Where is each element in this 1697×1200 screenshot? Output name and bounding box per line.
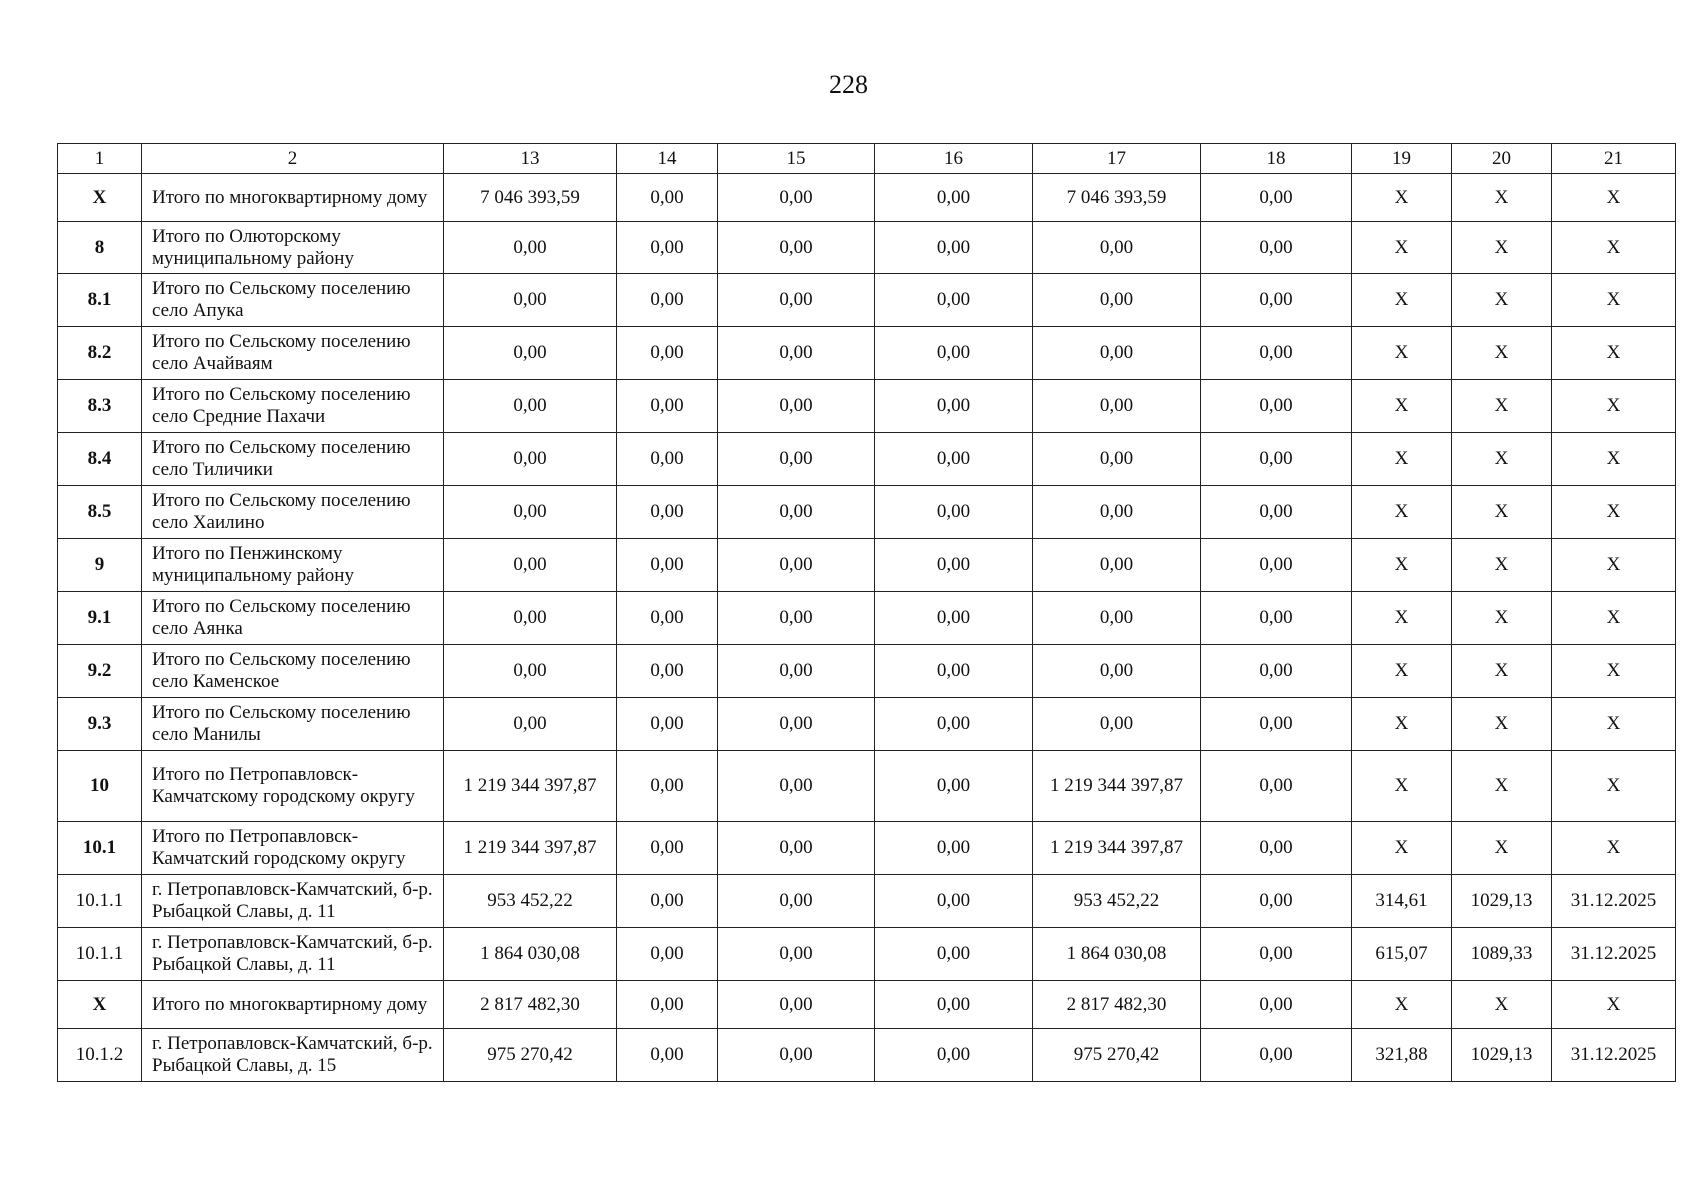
cell-col-13: 953 452,22 xyxy=(444,875,617,928)
table-row xyxy=(58,433,1676,486)
row-name: Итого по Сельскому поселению село Апука xyxy=(142,274,444,327)
row-number: 8.1 xyxy=(58,274,142,327)
table-row xyxy=(58,327,1676,380)
table-row xyxy=(58,539,1676,592)
column-header: 20 xyxy=(1452,144,1552,174)
cell-col-17: 7 046 393,59 xyxy=(1033,174,1201,222)
cell-col-16: 0,00 xyxy=(875,327,1033,380)
cell-col-18: 0,00 xyxy=(1201,698,1352,751)
cell-col-13: 0,00 xyxy=(444,698,617,751)
cell-col-15: 0,00 xyxy=(718,433,875,486)
cell-col-17: 0,00 xyxy=(1033,645,1201,698)
row-name: Итого по Сельскому поселению село Тиличики xyxy=(142,433,444,486)
row-name: Итого по Сельскому поселению село Ачайваям xyxy=(142,327,444,380)
cell-col-20: 1029,13 xyxy=(1452,875,1552,928)
row-number: 10 xyxy=(58,751,142,822)
cell-col-18: 0,00 xyxy=(1201,1029,1352,1082)
cell-col-15: 0,00 xyxy=(718,486,875,539)
cell-col-18: 0,00 xyxy=(1201,928,1352,981)
cell-col-14: 0,00 xyxy=(617,698,718,751)
cell-col-14: 0,00 xyxy=(617,981,718,1029)
cell-col-18: 0,00 xyxy=(1201,981,1352,1029)
cell-col-17: 0,00 xyxy=(1033,274,1201,327)
cell-col-15: 0,00 xyxy=(718,174,875,222)
cell-col-15: 0,00 xyxy=(718,928,875,981)
cell-col-18: 0,00 xyxy=(1201,327,1352,380)
cell-col-14: 0,00 xyxy=(617,486,718,539)
cell-col-21: 31.12.2025 xyxy=(1552,928,1676,981)
column-header: 15 xyxy=(718,144,875,174)
cell-col-19: X xyxy=(1352,539,1452,592)
table-body xyxy=(58,144,1676,1082)
cell-col-13: 0,00 xyxy=(444,274,617,327)
cell-col-14: 0,00 xyxy=(617,822,718,875)
cell-col-16: 0,00 xyxy=(875,928,1033,981)
cell-col-21: X xyxy=(1552,592,1676,645)
table-row xyxy=(58,274,1676,327)
row-number: 10.1.1 xyxy=(58,875,142,928)
cell-col-20: X xyxy=(1452,698,1552,751)
cell-col-15: 0,00 xyxy=(718,380,875,433)
cell-col-21: X xyxy=(1552,751,1676,822)
cell-col-13: 7 046 393,59 xyxy=(444,174,617,222)
cell-col-13: 2 817 482,30 xyxy=(444,981,617,1029)
cell-col-20: 1089,33 xyxy=(1452,928,1552,981)
row-number: 10.1.2 xyxy=(58,1029,142,1082)
cell-col-13: 0,00 xyxy=(444,433,617,486)
cell-col-21: X xyxy=(1552,222,1676,274)
cell-col-15: 0,00 xyxy=(718,822,875,875)
cell-col-17: 953 452,22 xyxy=(1033,875,1201,928)
row-name: г. Петропавловск-Камчатский, б-р. Рыбацкой Славы, д. 15 xyxy=(142,1029,444,1082)
data-table xyxy=(57,143,1676,1082)
cell-col-19: X xyxy=(1352,981,1452,1029)
cell-col-17: 1 864 030,08 xyxy=(1033,928,1201,981)
page-number: 228 xyxy=(829,70,868,99)
cell-col-15: 0,00 xyxy=(718,645,875,698)
column-header: 19 xyxy=(1352,144,1452,174)
column-header: 2 xyxy=(142,144,444,174)
cell-col-18: 0,00 xyxy=(1201,751,1352,822)
cell-col-16: 0,00 xyxy=(875,380,1033,433)
cell-col-20: X xyxy=(1452,981,1552,1029)
cell-col-18: 0,00 xyxy=(1201,174,1352,222)
cell-col-13: 975 270,42 xyxy=(444,1029,617,1082)
cell-col-19: 314,61 xyxy=(1352,875,1452,928)
cell-col-19: X xyxy=(1352,486,1452,539)
cell-col-14: 0,00 xyxy=(617,433,718,486)
cell-col-19: X xyxy=(1352,327,1452,380)
cell-col-21: 31.12.2025 xyxy=(1552,1029,1676,1082)
cell-col-14: 0,00 xyxy=(617,928,718,981)
row-number: 9 xyxy=(58,539,142,592)
column-header: 13 xyxy=(444,144,617,174)
row-name: Итого по Петропавловск-Камчатскому городскому округу xyxy=(142,751,444,822)
column-header: 1 xyxy=(58,144,142,174)
cell-col-16: 0,00 xyxy=(875,698,1033,751)
cell-col-15: 0,00 xyxy=(718,327,875,380)
cell-col-21: 31.12.2025 xyxy=(1552,875,1676,928)
row-number: 8.4 xyxy=(58,433,142,486)
table-row xyxy=(58,645,1676,698)
cell-col-13: 0,00 xyxy=(444,327,617,380)
cell-col-13: 0,00 xyxy=(444,645,617,698)
cell-col-20: X xyxy=(1452,327,1552,380)
cell-col-20: X xyxy=(1452,539,1552,592)
cell-col-20: X xyxy=(1452,433,1552,486)
cell-col-13: 0,00 xyxy=(444,380,617,433)
column-header: 17 xyxy=(1033,144,1201,174)
column-header: 18 xyxy=(1201,144,1352,174)
cell-col-18: 0,00 xyxy=(1201,380,1352,433)
cell-col-14: 0,00 xyxy=(617,592,718,645)
row-number: 8.5 xyxy=(58,486,142,539)
cell-col-18: 0,00 xyxy=(1201,433,1352,486)
cell-col-19: X xyxy=(1352,222,1452,274)
table-row xyxy=(58,174,1676,222)
cell-col-16: 0,00 xyxy=(875,486,1033,539)
header-row xyxy=(58,144,1676,174)
cell-col-17: 1 219 344 397,87 xyxy=(1033,751,1201,822)
cell-col-18: 0,00 xyxy=(1201,274,1352,327)
cell-col-17: 0,00 xyxy=(1033,327,1201,380)
cell-col-21: X xyxy=(1552,645,1676,698)
cell-col-14: 0,00 xyxy=(617,539,718,592)
cell-col-13: 0,00 xyxy=(444,592,617,645)
cell-col-17: 1 219 344 397,87 xyxy=(1033,822,1201,875)
cell-col-21: X xyxy=(1552,327,1676,380)
cell-col-13: 0,00 xyxy=(444,486,617,539)
cell-col-19: X xyxy=(1352,274,1452,327)
cell-col-17: 0,00 xyxy=(1033,380,1201,433)
cell-col-14: 0,00 xyxy=(617,222,718,274)
cell-col-17: 0,00 xyxy=(1033,592,1201,645)
row-number: 9.1 xyxy=(58,592,142,645)
cell-col-15: 0,00 xyxy=(718,1029,875,1082)
cell-col-17: 0,00 xyxy=(1033,698,1201,751)
cell-col-14: 0,00 xyxy=(617,875,718,928)
cell-col-21: X xyxy=(1552,174,1676,222)
row-name: Итого по Сельскому поселению село Манилы xyxy=(142,698,444,751)
cell-col-20: X xyxy=(1452,751,1552,822)
table-row xyxy=(58,698,1676,751)
cell-col-18: 0,00 xyxy=(1201,875,1352,928)
row-number: 9.3 xyxy=(58,698,142,751)
cell-col-18: 0,00 xyxy=(1201,222,1352,274)
cell-col-17: 0,00 xyxy=(1033,222,1201,274)
row-number: X xyxy=(58,981,142,1029)
cell-col-15: 0,00 xyxy=(718,751,875,822)
cell-col-21: X xyxy=(1552,822,1676,875)
row-name: Итого по Пенжинскому муниципальному району xyxy=(142,539,444,592)
table-row xyxy=(58,875,1676,928)
cell-col-19: X xyxy=(1352,433,1452,486)
cell-col-19: X xyxy=(1352,592,1452,645)
table-row xyxy=(58,486,1676,539)
cell-col-19: 321,88 xyxy=(1352,1029,1452,1082)
cell-col-21: X xyxy=(1552,274,1676,327)
column-header: 21 xyxy=(1552,144,1676,174)
row-number: 8.2 xyxy=(58,327,142,380)
row-name: Итого по Сельскому поселению село Аянка xyxy=(142,592,444,645)
row-name: Итого по Олюторскому муниципальному району xyxy=(142,222,444,274)
cell-col-18: 0,00 xyxy=(1201,822,1352,875)
cell-col-18: 0,00 xyxy=(1201,645,1352,698)
cell-col-19: X xyxy=(1352,751,1452,822)
table-row xyxy=(58,928,1676,981)
cell-col-19: 615,07 xyxy=(1352,928,1452,981)
row-name: Итого по многоквартирному дому xyxy=(142,981,444,1029)
cell-col-14: 0,00 xyxy=(617,645,718,698)
cell-col-21: X xyxy=(1552,539,1676,592)
cell-col-20: X xyxy=(1452,222,1552,274)
cell-col-21: X xyxy=(1552,981,1676,1029)
cell-col-14: 0,00 xyxy=(617,380,718,433)
table-row xyxy=(58,981,1676,1029)
cell-col-18: 0,00 xyxy=(1201,592,1352,645)
cell-col-19: X xyxy=(1352,174,1452,222)
cell-col-13: 1 219 344 397,87 xyxy=(444,822,617,875)
cell-col-16: 0,00 xyxy=(875,222,1033,274)
cell-col-19: X xyxy=(1352,698,1452,751)
cell-col-16: 0,00 xyxy=(875,174,1033,222)
cell-col-21: X xyxy=(1552,698,1676,751)
cell-col-19: X xyxy=(1352,645,1452,698)
table-row xyxy=(58,1029,1676,1082)
cell-col-20: X xyxy=(1452,486,1552,539)
row-number: 8.3 xyxy=(58,380,142,433)
cell-col-13: 1 219 344 397,87 xyxy=(444,751,617,822)
cell-col-19: X xyxy=(1352,822,1452,875)
column-header: 16 xyxy=(875,144,1033,174)
cell-col-16: 0,00 xyxy=(875,433,1033,486)
cell-col-13: 0,00 xyxy=(444,539,617,592)
cell-col-17: 0,00 xyxy=(1033,539,1201,592)
cell-col-15: 0,00 xyxy=(718,274,875,327)
cell-col-15: 0,00 xyxy=(718,222,875,274)
cell-col-16: 0,00 xyxy=(875,645,1033,698)
cell-col-14: 0,00 xyxy=(617,751,718,822)
cell-col-21: X xyxy=(1552,433,1676,486)
row-number: 8 xyxy=(58,222,142,274)
cell-col-15: 0,00 xyxy=(718,698,875,751)
cell-col-18: 0,00 xyxy=(1201,539,1352,592)
cell-col-13: 1 864 030,08 xyxy=(444,928,617,981)
cell-col-15: 0,00 xyxy=(718,875,875,928)
cell-col-21: X xyxy=(1552,486,1676,539)
row-name: г. Петропавловск-Камчатский, б-р. Рыбацкой Славы, д. 11 xyxy=(142,875,444,928)
table-row xyxy=(58,222,1676,274)
cell-col-20: X xyxy=(1452,274,1552,327)
cell-col-20: X xyxy=(1452,592,1552,645)
cell-col-15: 0,00 xyxy=(718,981,875,1029)
cell-col-16: 0,00 xyxy=(875,875,1033,928)
cell-col-19: X xyxy=(1352,380,1452,433)
row-number: 9.2 xyxy=(58,645,142,698)
cell-col-17: 0,00 xyxy=(1033,433,1201,486)
row-name: Итого по Петропавловск-Камчатский городскому округу xyxy=(142,822,444,875)
cell-col-17: 975 270,42 xyxy=(1033,1029,1201,1082)
cell-col-15: 0,00 xyxy=(718,592,875,645)
table-row xyxy=(58,592,1676,645)
cell-col-16: 0,00 xyxy=(875,539,1033,592)
row-name: Итого по Сельскому поселению село Каменское xyxy=(142,645,444,698)
table-row xyxy=(58,822,1676,875)
column-header: 14 xyxy=(617,144,718,174)
row-name: Итого по многоквартирному дому xyxy=(142,174,444,222)
table-row xyxy=(58,380,1676,433)
cell-col-14: 0,00 xyxy=(617,327,718,380)
cell-col-16: 0,00 xyxy=(875,1029,1033,1082)
cell-col-20: X xyxy=(1452,380,1552,433)
cell-col-14: 0,00 xyxy=(617,274,718,327)
cell-col-16: 0,00 xyxy=(875,592,1033,645)
cell-col-16: 0,00 xyxy=(875,981,1033,1029)
cell-col-20: X xyxy=(1452,174,1552,222)
cell-col-15: 0,00 xyxy=(718,539,875,592)
row-name: Итого по Сельскому поселению село Средние Пахачи xyxy=(142,380,444,433)
cell-col-17: 0,00 xyxy=(1033,486,1201,539)
cell-col-14: 0,00 xyxy=(617,1029,718,1082)
cell-col-16: 0,00 xyxy=(875,751,1033,822)
cell-col-17: 2 817 482,30 xyxy=(1033,981,1201,1029)
cell-col-21: X xyxy=(1552,380,1676,433)
cell-col-13: 0,00 xyxy=(444,222,617,274)
table-row xyxy=(58,751,1676,822)
row-number: 10.1.1 xyxy=(58,928,142,981)
cell-col-18: 0,00 xyxy=(1201,486,1352,539)
cell-col-20: 1029,13 xyxy=(1452,1029,1552,1082)
cell-col-20: X xyxy=(1452,645,1552,698)
cell-col-14: 0,00 xyxy=(617,174,718,222)
cell-col-20: X xyxy=(1452,822,1552,875)
cell-col-16: 0,00 xyxy=(875,822,1033,875)
row-number: X xyxy=(58,174,142,222)
row-number: 10.1 xyxy=(58,822,142,875)
row-name: Итого по Сельскому поселению село Хаилино xyxy=(142,486,444,539)
cell-col-16: 0,00 xyxy=(875,274,1033,327)
row-name: г. Петропавловск-Камчатский, б-р. Рыбацкой Славы, д. 11 xyxy=(142,928,444,981)
